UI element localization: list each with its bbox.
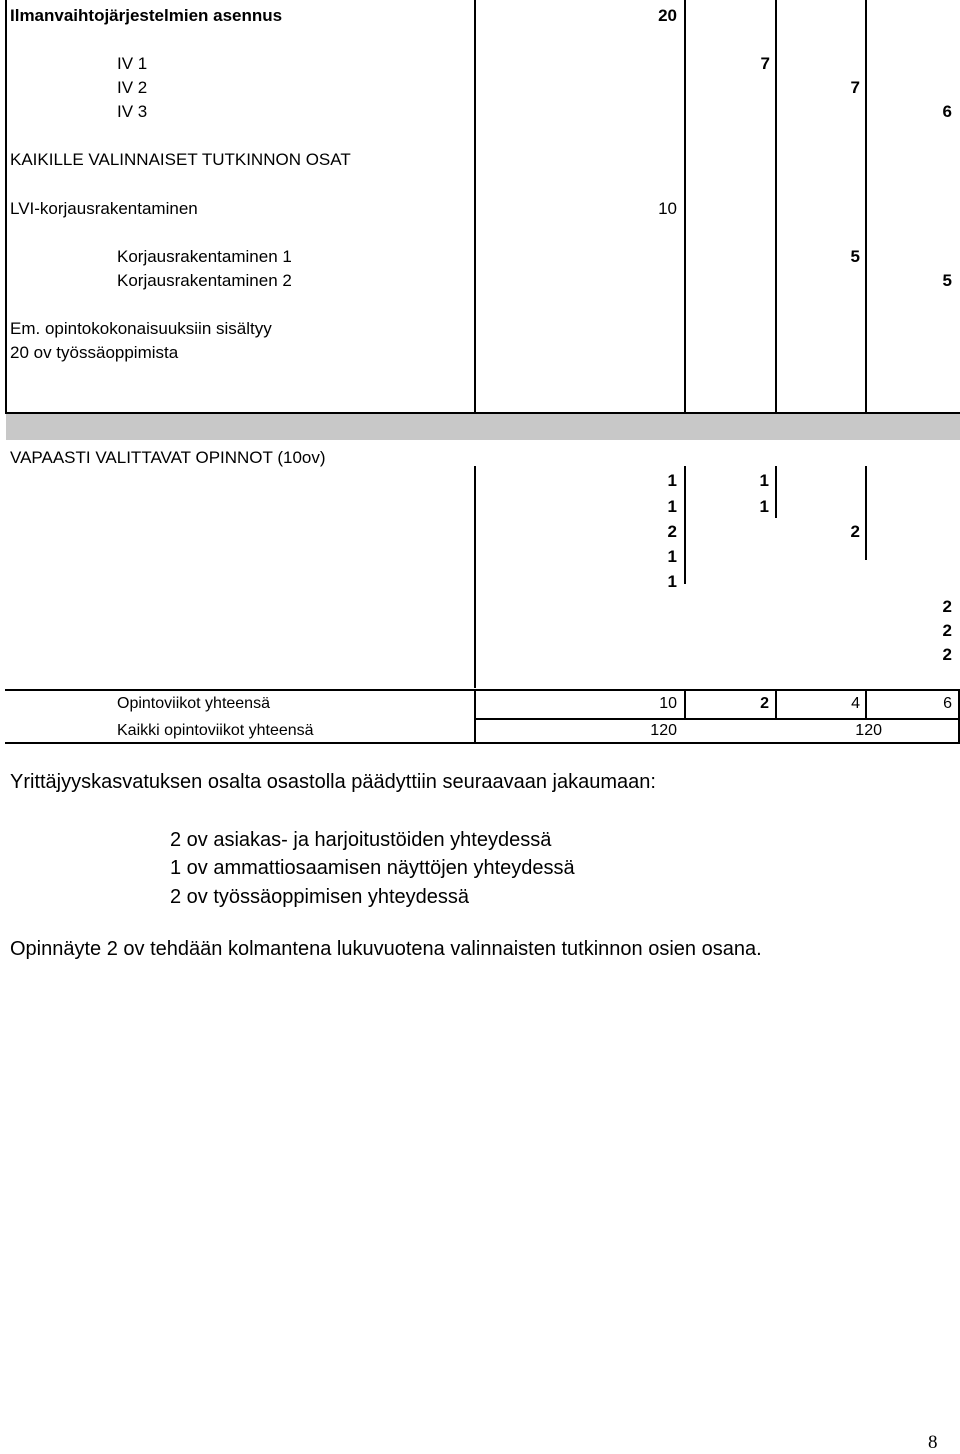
column-divider-4 — [865, 0, 867, 414]
vapaasti-col1-val5: 1 — [667, 572, 677, 591]
totals-row1-val2: 2 — [760, 695, 769, 712]
row-value-iv1: 7 — [760, 54, 770, 73]
vapaasti-col2-val2: 1 — [759, 497, 769, 516]
vapaasti-col3-val1: 2 — [850, 522, 860, 541]
table-left-border — [5, 0, 7, 414]
row-label-iv2: IV 2 — [117, 78, 148, 97]
row-value-korjaus1: 5 — [850, 247, 860, 266]
totals-row2-val1: 120 — [650, 722, 677, 739]
totals-row2-val2: 120 — [855, 722, 882, 739]
list-item-3: 2 ov työssäoppimisen yhteydessä — [170, 886, 470, 908]
vapaasti-col1-val4: 1 — [667, 547, 677, 566]
section-title-value: 20 — [658, 6, 677, 25]
vapaasti-col4-val2: 2 — [942, 621, 952, 640]
section-title-ilmanvaihto: Ilmanvaihtojärjestelmien asennus — [10, 6, 283, 25]
row-label-korjaus1: Korjausrakentaminen 1 — [117, 247, 292, 266]
paragraph-closing: Opinnäyte 2 ov tehdään kolmantena lukuvuotena valinnaisten tutkinnon osien osana. — [10, 938, 762, 960]
row-value-iv2: 7 — [850, 78, 860, 97]
section-title-lvi-korjaus: LVI-korjausrakentaminen — [10, 199, 198, 218]
vapaasti-col2-val1: 1 — [759, 471, 769, 490]
section-header-band — [6, 414, 960, 440]
column-divider-3b — [775, 466, 777, 518]
section-title-valinnaiset: KAIKILLE VALINNAISET TUTKINNON OSAT — [10, 150, 351, 169]
page-number: 8 — [928, 1432, 938, 1453]
column-divider-4b — [865, 466, 867, 560]
vapaasti-col4-val1: 2 — [942, 597, 952, 616]
totals-divider-4 — [775, 689, 777, 720]
totals-mid-border — [474, 718, 960, 720]
column-divider-1b — [474, 466, 476, 688]
column-divider-2 — [684, 0, 686, 414]
section-title-vapaasti: VAPAASTI VALITTAVAT OPINNOT (10ov) — [10, 448, 326, 467]
row-label-iv3: IV 3 — [117, 102, 148, 121]
totals-divider-1 — [474, 689, 476, 744]
column-divider-1 — [474, 0, 476, 414]
list-item-2: 1 ov ammattiosaamisen näyttöjen yhteydessä — [170, 857, 575, 879]
row-value-korjaus2: 5 — [942, 271, 952, 290]
vapaasti-col1-val3: 2 — [667, 522, 677, 541]
column-divider-2b — [684, 466, 686, 584]
totals-row1-val1: 10 — [659, 695, 677, 712]
totals-row1-val3: 4 — [851, 695, 860, 712]
totals-divider-5 — [865, 689, 867, 720]
paragraph-intro: Yrittäjyyskasvatuksen osalta osastolla päädyttiin seuraavaan jakaumaan: — [10, 771, 656, 793]
note-line-2: 20 ov työssäoppimista — [10, 343, 179, 362]
vapaasti-col1-val1: 1 — [667, 471, 677, 490]
totals-divider-3 — [684, 689, 686, 720]
note-line-1: Em. opintokokonaisuuksiin sisältyy — [10, 319, 272, 338]
row-label-korjaus2: Korjausrakentaminen 2 — [117, 271, 292, 290]
list-item-1: 2 ov asiakas- ja harjoitustöiden yhteydessä — [170, 829, 552, 851]
totals-row2-label: Kaikki opintoviikot yhteensä — [117, 722, 314, 739]
row-label-iv1: IV 1 — [117, 54, 148, 73]
totals-bottom-border — [5, 742, 960, 744]
vapaasti-col1-val2: 1 — [667, 497, 677, 516]
totals-row1-label: Opintoviikot yhteensä — [117, 695, 270, 712]
totals-top-border — [5, 689, 960, 691]
totals-row1-val4: 6 — [943, 695, 952, 712]
column-divider-3 — [775, 0, 777, 414]
section-title-lvi-value: 10 — [658, 199, 677, 218]
vapaasti-col4-val3: 2 — [942, 645, 952, 664]
row-value-iv3: 6 — [942, 102, 952, 121]
